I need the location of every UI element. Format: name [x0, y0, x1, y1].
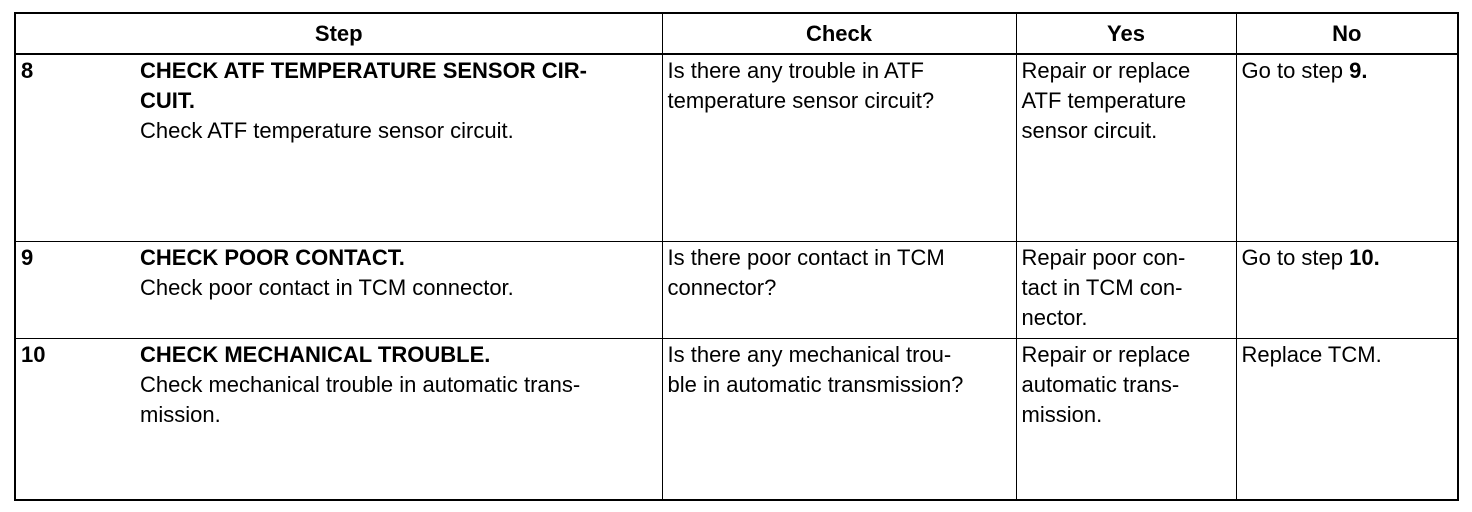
check-cell: [662, 339, 1016, 501]
no-cell: [1236, 54, 1458, 242]
yes-cell: [1016, 242, 1236, 339]
step-number: 8: [21, 58, 34, 83]
yes-text-cont: sensor circuit.: [1021, 118, 1158, 143]
check-text-cont: ble in automatic transmission?: [667, 372, 964, 397]
no-step-ref: 10.: [1349, 245, 1380, 270]
yes-cell: [1016, 54, 1236, 242]
no-text: Replace TCM.: [1241, 342, 1382, 367]
yes-text: Repair poor con-: [1021, 245, 1186, 270]
step-description-cont: mission.: [140, 402, 221, 427]
check-cell: [662, 242, 1016, 339]
header-row: [15, 13, 1458, 54]
table-row: [15, 54, 1458, 242]
table-row: [15, 339, 1458, 501]
check-text: Is there poor contact in TCM: [667, 245, 945, 270]
check-cell: [662, 54, 1016, 242]
header-check: Check: [662, 13, 1016, 54]
step-description: Check mechanical trouble in automatic trans-: [140, 372, 581, 397]
step-number: 10: [21, 342, 46, 367]
no-step-ref: 9.: [1349, 58, 1368, 83]
no-cell: [1236, 339, 1458, 501]
table-row: [15, 242, 1458, 339]
no-cell: [1236, 242, 1458, 339]
step-cell: [15, 339, 662, 501]
yes-text-cont: ATF temperature: [1021, 88, 1187, 113]
check-text-cont: connector?: [667, 275, 777, 300]
step-title: CHECK MECHANICAL TROUBLE.: [140, 342, 491, 367]
step-cell: [15, 242, 662, 339]
step-number: 9: [21, 245, 34, 270]
diagnostic-table: [14, 12, 1459, 501]
header-no: No: [1236, 13, 1458, 54]
yes-text-cont: automatic trans-: [1021, 372, 1180, 397]
header-step: Step: [15, 13, 662, 54]
yes-text: Repair or replace: [1021, 58, 1191, 83]
no-text: Go to step: [1241, 245, 1350, 270]
check-text: Is there any trouble in ATF: [667, 58, 924, 83]
step-title-cont: CUIT.: [140, 88, 195, 113]
yes-text-cont: mission.: [1021, 402, 1103, 427]
yes-cell: [1016, 339, 1236, 501]
yes-text: Repair or replace: [1021, 342, 1191, 367]
yes-text-cont: nector.: [1021, 305, 1088, 330]
step-description: Check ATF temperature sensor circuit.: [140, 118, 514, 143]
check-text: Is there any mechanical trou-: [667, 342, 952, 367]
step-cell: [15, 54, 662, 242]
yes-text-cont: tact in TCM con-: [1021, 275, 1183, 300]
step-title: CHECK ATF TEMPERATURE SENSOR CIR-: [140, 58, 587, 83]
step-title: CHECK POOR CONTACT.: [140, 245, 405, 270]
no-text: Go to step: [1241, 58, 1350, 83]
step-description: Check poor contact in TCM connector.: [140, 275, 514, 300]
header-yes: Yes: [1016, 13, 1236, 54]
check-text-cont: temperature sensor circuit?: [667, 88, 935, 113]
